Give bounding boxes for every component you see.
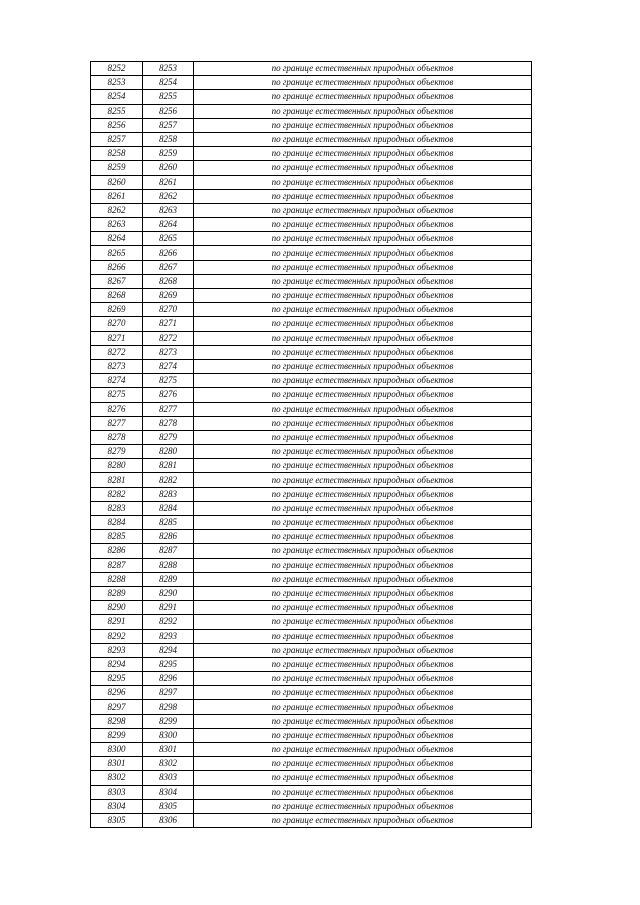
boundary-description-cell: по границе естественных природных объектов bbox=[194, 175, 532, 189]
point-to-cell: 8296 bbox=[143, 672, 194, 686]
boundary-description-cell: по границе естественных природных объектов bbox=[194, 785, 532, 799]
table-row bbox=[91, 558, 532, 572]
point-to-cell: 8295 bbox=[143, 657, 194, 671]
point-from-cell: 8302 bbox=[91, 771, 143, 785]
boundary-description-cell: по границе естественных природных объектов bbox=[194, 586, 532, 600]
boundary-description-cell: по границе естественных природных объектов bbox=[194, 189, 532, 203]
boundary-description-cell: по границе естественных природных объектов bbox=[194, 147, 532, 161]
table-row bbox=[91, 544, 532, 558]
boundary-description-cell: по границе естественных природных объектов bbox=[194, 771, 532, 785]
point-to-cell: 8273 bbox=[143, 345, 194, 359]
boundary-description-cell: по границе естественных природных объектов bbox=[194, 643, 532, 657]
point-to-cell: 8279 bbox=[143, 430, 194, 444]
point-to-cell: 8270 bbox=[143, 303, 194, 317]
table-row bbox=[91, 445, 532, 459]
point-to-cell: 8292 bbox=[143, 615, 194, 629]
point-from-cell: 8273 bbox=[91, 359, 143, 373]
point-from-cell: 8261 bbox=[91, 189, 143, 203]
table-row bbox=[91, 672, 532, 686]
table-row bbox=[91, 274, 532, 288]
boundary-description-cell: по границе естественных природных объектов bbox=[194, 672, 532, 686]
table-row bbox=[91, 161, 532, 175]
table-row bbox=[91, 629, 532, 643]
table-row bbox=[91, 771, 532, 785]
table-row bbox=[91, 331, 532, 345]
point-from-cell: 8253 bbox=[91, 76, 143, 90]
point-to-cell: 8261 bbox=[143, 175, 194, 189]
boundary-description-cell: по границе естественных природных объектов bbox=[194, 487, 532, 501]
point-from-cell: 8275 bbox=[91, 388, 143, 402]
boundary-description-cell: по границе естественных природных объектов bbox=[194, 359, 532, 373]
table-row bbox=[91, 487, 532, 501]
boundary-description-cell: по границе естественных природных объектов bbox=[194, 728, 532, 742]
table-row bbox=[91, 757, 532, 771]
point-from-cell: 8264 bbox=[91, 232, 143, 246]
boundary-description-cell: по границе естественных природных объектов bbox=[194, 558, 532, 572]
point-from-cell: 8252 bbox=[91, 62, 143, 76]
table-row bbox=[91, 345, 532, 359]
point-from-cell: 8303 bbox=[91, 785, 143, 799]
point-to-cell: 8268 bbox=[143, 274, 194, 288]
boundary-description-cell: по границе естественных природных объектов bbox=[194, 161, 532, 175]
point-from-cell: 8286 bbox=[91, 544, 143, 558]
table-row bbox=[91, 189, 532, 203]
point-to-cell: 8277 bbox=[143, 402, 194, 416]
boundary-description-cell: по границе естественных природных объектов bbox=[194, 657, 532, 671]
table-row bbox=[91, 218, 532, 232]
boundary-description-cell: по границе естественных природных объектов bbox=[194, 374, 532, 388]
table-row bbox=[91, 572, 532, 586]
boundary-description-cell: по границе естественных природных объектов bbox=[194, 388, 532, 402]
table-row bbox=[91, 813, 532, 827]
boundary-description-cell: по границе естественных природных объектов bbox=[194, 473, 532, 487]
point-to-cell: 8276 bbox=[143, 388, 194, 402]
boundary-description-cell: по границе естественных природных объектов bbox=[194, 104, 532, 118]
table-row bbox=[91, 657, 532, 671]
boundary-description-cell: по границе естественных природных объектов bbox=[194, 345, 532, 359]
table-row bbox=[91, 714, 532, 728]
table-row bbox=[91, 388, 532, 402]
boundary-description-cell: по границе естественных природных объектов bbox=[194, 76, 532, 90]
point-from-cell: 8291 bbox=[91, 615, 143, 629]
table-row bbox=[91, 104, 532, 118]
point-to-cell: 8302 bbox=[143, 757, 194, 771]
table-row bbox=[91, 132, 532, 146]
point-from-cell: 8304 bbox=[91, 799, 143, 813]
boundary-description-cell: по границе естественных природных объектов bbox=[194, 317, 532, 331]
point-from-cell: 8288 bbox=[91, 572, 143, 586]
point-from-cell: 8265 bbox=[91, 246, 143, 260]
table-row bbox=[91, 203, 532, 217]
boundary-description-cell: по границе естественных природных объектов bbox=[194, 289, 532, 303]
point-from-cell: 8254 bbox=[91, 90, 143, 104]
boundary-description-cell: по границе естественных природных объектов bbox=[194, 615, 532, 629]
boundary-description-cell: по границе естественных природных объектов bbox=[194, 700, 532, 714]
table-row bbox=[91, 246, 532, 260]
point-to-cell: 8263 bbox=[143, 203, 194, 217]
table-row bbox=[91, 317, 532, 331]
boundary-table bbox=[90, 61, 532, 828]
table-row bbox=[91, 728, 532, 742]
table-row bbox=[91, 260, 532, 274]
point-to-cell: 8256 bbox=[143, 104, 194, 118]
point-to-cell: 8264 bbox=[143, 218, 194, 232]
point-to-cell: 8258 bbox=[143, 132, 194, 146]
point-from-cell: 8269 bbox=[91, 303, 143, 317]
boundary-description-cell: по границе естественных природных объектов bbox=[194, 445, 532, 459]
table-row bbox=[91, 785, 532, 799]
table-row bbox=[91, 530, 532, 544]
point-from-cell: 8280 bbox=[91, 459, 143, 473]
boundary-description-cell: по границе естественных природных объектов bbox=[194, 813, 532, 827]
point-from-cell: 8305 bbox=[91, 813, 143, 827]
table-row bbox=[91, 416, 532, 430]
point-from-cell: 8262 bbox=[91, 203, 143, 217]
boundary-description-cell: по границе естественных природных объектов bbox=[194, 601, 532, 615]
table-row bbox=[91, 799, 532, 813]
point-from-cell: 8295 bbox=[91, 672, 143, 686]
point-to-cell: 8290 bbox=[143, 586, 194, 600]
table-row bbox=[91, 459, 532, 473]
point-from-cell: 8270 bbox=[91, 317, 143, 331]
point-from-cell: 8282 bbox=[91, 487, 143, 501]
point-to-cell: 8267 bbox=[143, 260, 194, 274]
table-row bbox=[91, 501, 532, 515]
boundary-description-cell: по границе естественных природных объектов bbox=[194, 203, 532, 217]
table-row bbox=[91, 232, 532, 246]
boundary-description-cell: по границе естественных природных объектов bbox=[194, 402, 532, 416]
boundary-description-cell: по границе естественных природных объектов bbox=[194, 246, 532, 260]
point-to-cell: 8269 bbox=[143, 289, 194, 303]
point-to-cell: 8281 bbox=[143, 459, 194, 473]
point-from-cell: 8299 bbox=[91, 728, 143, 742]
point-from-cell: 8287 bbox=[91, 558, 143, 572]
point-from-cell: 8293 bbox=[91, 643, 143, 657]
table-row bbox=[91, 359, 532, 373]
table-row bbox=[91, 516, 532, 530]
point-to-cell: 8257 bbox=[143, 118, 194, 132]
point-from-cell: 8259 bbox=[91, 161, 143, 175]
point-from-cell: 8277 bbox=[91, 416, 143, 430]
table-row bbox=[91, 473, 532, 487]
boundary-description-cell: по границе естественных природных объектов bbox=[194, 757, 532, 771]
point-from-cell: 8266 bbox=[91, 260, 143, 274]
point-to-cell: 8285 bbox=[143, 516, 194, 530]
point-to-cell: 8306 bbox=[143, 813, 194, 827]
boundary-description-cell: по границе естественных природных объектов bbox=[194, 530, 532, 544]
point-to-cell: 8301 bbox=[143, 743, 194, 757]
point-from-cell: 8298 bbox=[91, 714, 143, 728]
point-to-cell: 8265 bbox=[143, 232, 194, 246]
point-from-cell: 8301 bbox=[91, 757, 143, 771]
boundary-description-cell: по границе естественных природных объектов bbox=[194, 232, 532, 246]
boundary-description-cell: по границе естественных природных объектов bbox=[194, 62, 532, 76]
point-from-cell: 8297 bbox=[91, 700, 143, 714]
point-to-cell: 8275 bbox=[143, 374, 194, 388]
table-row bbox=[91, 62, 532, 76]
table-row bbox=[91, 402, 532, 416]
point-to-cell: 8287 bbox=[143, 544, 194, 558]
table-row bbox=[91, 601, 532, 615]
point-from-cell: 8272 bbox=[91, 345, 143, 359]
point-to-cell: 8299 bbox=[143, 714, 194, 728]
point-to-cell: 8286 bbox=[143, 530, 194, 544]
point-from-cell: 8294 bbox=[91, 657, 143, 671]
boundary-description-cell: по границе естественных природных объектов bbox=[194, 544, 532, 558]
point-to-cell: 8260 bbox=[143, 161, 194, 175]
boundary-description-cell: по границе естественных природных объектов bbox=[194, 274, 532, 288]
point-to-cell: 8272 bbox=[143, 331, 194, 345]
point-from-cell: 8271 bbox=[91, 331, 143, 345]
point-to-cell: 8298 bbox=[143, 700, 194, 714]
point-from-cell: 8267 bbox=[91, 274, 143, 288]
boundary-description-cell: по границе естественных природных объектов bbox=[194, 416, 532, 430]
point-from-cell: 8285 bbox=[91, 530, 143, 544]
point-to-cell: 8289 bbox=[143, 572, 194, 586]
boundary-description-cell: по границе естественных природных объектов bbox=[194, 303, 532, 317]
point-from-cell: 8255 bbox=[91, 104, 143, 118]
table-row bbox=[91, 430, 532, 444]
boundary-description-cell: по границе естественных природных объектов bbox=[194, 686, 532, 700]
table-row bbox=[91, 90, 532, 104]
point-to-cell: 8274 bbox=[143, 359, 194, 373]
boundary-description-cell: по границе естественных природных объектов bbox=[194, 799, 532, 813]
table-row bbox=[91, 289, 532, 303]
table-row bbox=[91, 118, 532, 132]
point-from-cell: 8290 bbox=[91, 601, 143, 615]
point-from-cell: 8257 bbox=[91, 132, 143, 146]
table-row bbox=[91, 175, 532, 189]
table-row bbox=[91, 743, 532, 757]
point-from-cell: 8292 bbox=[91, 629, 143, 643]
point-to-cell: 8294 bbox=[143, 643, 194, 657]
point-to-cell: 8304 bbox=[143, 785, 194, 799]
boundary-description-cell: по границе естественных природных объектов bbox=[194, 430, 532, 444]
point-to-cell: 8284 bbox=[143, 501, 194, 515]
point-from-cell: 8300 bbox=[91, 743, 143, 757]
point-to-cell: 8262 bbox=[143, 189, 194, 203]
point-from-cell: 8279 bbox=[91, 445, 143, 459]
boundary-description-cell: по границе естественных природных объектов bbox=[194, 118, 532, 132]
table-row bbox=[91, 586, 532, 600]
point-from-cell: 8260 bbox=[91, 175, 143, 189]
table-row bbox=[91, 686, 532, 700]
point-to-cell: 8254 bbox=[143, 76, 194, 90]
point-to-cell: 8303 bbox=[143, 771, 194, 785]
point-from-cell: 8284 bbox=[91, 516, 143, 530]
point-from-cell: 8274 bbox=[91, 374, 143, 388]
point-to-cell: 8255 bbox=[143, 90, 194, 104]
table-row bbox=[91, 374, 532, 388]
point-from-cell: 8289 bbox=[91, 586, 143, 600]
table-row bbox=[91, 147, 532, 161]
table-row bbox=[91, 643, 532, 657]
point-to-cell: 8293 bbox=[143, 629, 194, 643]
boundary-description-cell: по границе естественных природных объектов bbox=[194, 572, 532, 586]
boundary-description-cell: по границе естественных природных объектов bbox=[194, 132, 532, 146]
point-from-cell: 8256 bbox=[91, 118, 143, 132]
point-to-cell: 8300 bbox=[143, 728, 194, 742]
point-from-cell: 8276 bbox=[91, 402, 143, 416]
boundary-description-cell: по границе естественных природных объектов bbox=[194, 714, 532, 728]
point-from-cell: 8263 bbox=[91, 218, 143, 232]
boundary-description-cell: по границе естественных природных объектов bbox=[194, 743, 532, 757]
boundary-description-cell: по границе естественных природных объектов bbox=[194, 516, 532, 530]
table-row bbox=[91, 700, 532, 714]
boundary-description-cell: по границе естественных природных объектов bbox=[194, 459, 532, 473]
point-to-cell: 8266 bbox=[143, 246, 194, 260]
point-to-cell: 8288 bbox=[143, 558, 194, 572]
point-to-cell: 8297 bbox=[143, 686, 194, 700]
boundary-description-cell: по границе естественных природных объектов bbox=[194, 90, 532, 104]
point-to-cell: 8271 bbox=[143, 317, 194, 331]
point-to-cell: 8291 bbox=[143, 601, 194, 615]
point-from-cell: 8296 bbox=[91, 686, 143, 700]
point-from-cell: 8278 bbox=[91, 430, 143, 444]
point-to-cell: 8305 bbox=[143, 799, 194, 813]
boundary-description-cell: по границе естественных природных объектов bbox=[194, 501, 532, 515]
boundary-description-cell: по границе естественных природных объектов bbox=[194, 260, 532, 274]
point-from-cell: 8268 bbox=[91, 289, 143, 303]
point-from-cell: 8281 bbox=[91, 473, 143, 487]
table-row bbox=[91, 303, 532, 317]
table-row bbox=[91, 615, 532, 629]
point-from-cell: 8283 bbox=[91, 501, 143, 515]
boundary-table-body bbox=[91, 62, 532, 828]
point-to-cell: 8282 bbox=[143, 473, 194, 487]
table-row bbox=[91, 76, 532, 90]
point-to-cell: 8283 bbox=[143, 487, 194, 501]
boundary-description-cell: по границе естественных природных объектов bbox=[194, 331, 532, 345]
point-to-cell: 8253 bbox=[143, 62, 194, 76]
boundary-description-cell: по границе естественных природных объектов bbox=[194, 218, 532, 232]
point-from-cell: 8258 bbox=[91, 147, 143, 161]
point-to-cell: 8259 bbox=[143, 147, 194, 161]
point-to-cell: 8278 bbox=[143, 416, 194, 430]
point-to-cell: 8280 bbox=[143, 445, 194, 459]
boundary-description-cell: по границе естественных природных объектов bbox=[194, 629, 532, 643]
